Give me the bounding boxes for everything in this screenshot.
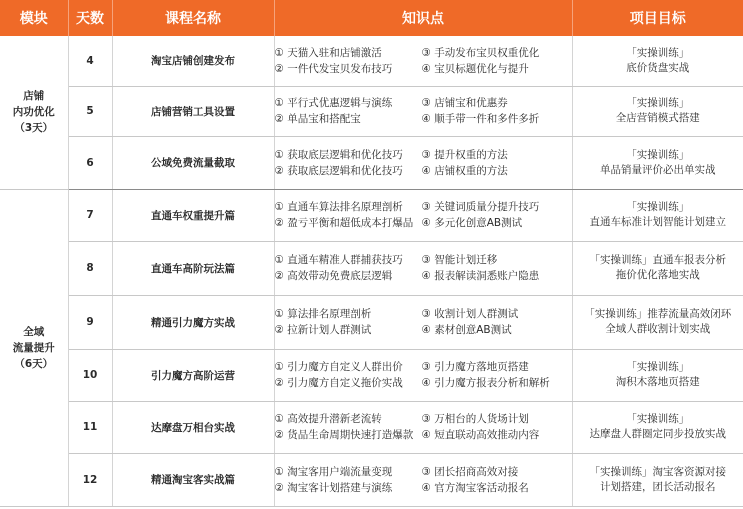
knowledge-item: ① 平行式优惠逻辑与演练 — [274, 97, 393, 109]
knowledge-item: ③ 团长招商高效对接 — [421, 465, 519, 478]
header-row — [0, 0, 743, 36]
days-cell: 9 — [68, 295, 112, 349]
days-cell: 7 — [68, 189, 112, 241]
knowledge-item: ③ 提升权重的方法 — [421, 148, 508, 161]
knowledge-item: ③ 手动发布宝贝权重优化 — [421, 46, 540, 59]
header-module: 模块 — [0, 0, 68, 36]
module-cell: 全域 流量提升 （6天） — [0, 189, 68, 506]
course-name-cell: 精通淘宝客实战篇 — [112, 453, 274, 506]
knowledge-item: ③ 引力魔方落地页搭建 — [421, 361, 529, 373]
knowledge-item: ① 引力魔方自定义人群出价 — [274, 361, 403, 373]
knowledge-item: ① 直通车精准人群捕获技巧 — [274, 254, 403, 266]
header-goal: 项目目标 — [572, 0, 743, 36]
knowledge-item: ④ 引力魔方报表分析和解析 — [421, 377, 550, 389]
table-row — [0, 349, 743, 401]
knowledge-item: ② 盈亏平衡和超低成本打爆品 — [274, 217, 414, 229]
course-name-cell: 公域免费流量截取 — [112, 136, 274, 189]
days-cell: 8 — [68, 241, 112, 295]
knowledge-item: ② 单品宝和搭配宝 — [274, 113, 361, 125]
table-row — [0, 86, 743, 136]
course-name-cell: 精通引力魔方实战 — [112, 295, 274, 349]
days-cell: 5 — [68, 86, 112, 136]
knowledge-item: ② 高效带动免费底层逻辑 — [274, 270, 393, 282]
table-row — [0, 241, 743, 295]
knowledge-item: ④ 官方淘宝客活动报名 — [421, 481, 529, 494]
knowledge-cell — [274, 453, 572, 506]
knowledge-cell — [274, 136, 572, 189]
knowledge-item: ④ 素材创意AB测试 — [421, 324, 512, 336]
knowledge-cell — [274, 36, 572, 86]
knowledge-item: ① 获取底层逻辑和优化技巧 — [274, 148, 403, 161]
table-row — [0, 189, 743, 241]
days-cell: 12 — [68, 453, 112, 506]
knowledge-item: ① 直通车算法排名原理剖析 — [274, 201, 403, 213]
knowledge-item: ③ 智能计划迁移 — [421, 254, 498, 266]
course-name-cell: 达摩盘万相台实战 — [112, 401, 274, 453]
knowledge-item: ② 一件代发宝贝发布技巧 — [274, 62, 393, 75]
knowledge-item: ② 淘宝客计划搭建与演练 — [274, 481, 393, 494]
knowledge-item: ② 货品生命周期快速打造爆款 — [274, 429, 414, 441]
goal-cell: 「实操训练」 直通车标准计划智能计划建立 — [572, 189, 743, 241]
days-cell: 11 — [68, 401, 112, 453]
goal-cell: 「实操训练」淘宝客资源对接 计划搭建，团长活动报名 — [572, 453, 743, 506]
course-name-cell: 淘宝店铺创建发布 — [112, 36, 274, 86]
table-row — [0, 295, 743, 349]
knowledge-item: ④ 报表解读洞悉账户隐患 — [421, 270, 540, 282]
course-name-cell: 引力魔方高阶运营 — [112, 349, 274, 401]
table-row — [0, 401, 743, 453]
knowledge-item: ① 天猫入驻和店铺激活 — [274, 46, 382, 59]
knowledge-cell — [274, 349, 572, 401]
knowledge-item: ① 算法排名原理剖析 — [274, 308, 372, 320]
knowledge-item: ③ 收割计划人群测试 — [421, 308, 519, 320]
days-cell: 4 — [68, 36, 112, 86]
table-row — [0, 36, 743, 86]
knowledge-item: ④ 店铺权重的方法 — [421, 164, 508, 177]
goal-cell: 「实操训练」推荐流量高效闭环 全域人群收割计划实战 — [572, 295, 743, 349]
knowledge-item: ④ 多元化创意AB测试 — [421, 217, 523, 229]
goal-cell: 「实操训练」 单品销量评价必出单实战 — [572, 136, 743, 189]
course-name-cell: 直通车权重提升篇 — [112, 189, 274, 241]
goal-cell: 「实操训练」直通车报表分析 拖价优化落地实战 — [572, 241, 743, 295]
knowledge-cell — [274, 295, 572, 349]
table-row — [0, 136, 743, 189]
module-cell: 店铺 内功优化 （3天） — [0, 36, 68, 189]
knowledge-item: ② 获取底层逻辑和优化技巧 — [274, 164, 403, 177]
goal-cell: 「实操训练」 底价货盘实战 — [572, 36, 743, 86]
knowledge-item: ① 淘宝客用户端流量变现 — [274, 465, 393, 478]
knowledge-item: ③ 店铺宝和优惠券 — [421, 97, 508, 109]
knowledge-item: ③ 关键词质量分提升技巧 — [421, 201, 540, 213]
days-cell: 6 — [68, 136, 112, 189]
course-name-cell: 店铺营销工具设置 — [112, 86, 274, 136]
days-cell: 10 — [68, 349, 112, 401]
knowledge-cell — [274, 86, 572, 136]
knowledge-item: ③ 万相台的人货场计划 — [421, 413, 529, 425]
knowledge-item: ④ 顺手带一件和多件多折 — [421, 113, 540, 125]
knowledge-cell — [274, 189, 572, 241]
course-name-cell: 直通车高阶玩法篇 — [112, 241, 274, 295]
knowledge-item: ④ 短直联动高效推动内容 — [421, 429, 540, 441]
goal-cell: 「实操训练」 全店营销模式搭建 — [572, 86, 743, 136]
header-course-name: 课程名称 — [112, 0, 274, 36]
knowledge-item: ① 高效提升潜新老流转 — [274, 413, 382, 425]
header-knowledge: 知识点 — [274, 0, 572, 36]
knowledge-cell — [274, 401, 572, 453]
knowledge-item: ② 拉新计划人群测试 — [274, 324, 372, 336]
goal-cell: 「实操训练」 淘积木落地页搭建 — [572, 349, 743, 401]
knowledge-cell — [274, 241, 572, 295]
knowledge-item: ④ 宝贝标题优化与提升 — [421, 62, 529, 75]
header-days: 天数 — [68, 0, 112, 36]
goal-cell: 「实操训练」 达摩盘人群圈定同步投放实战 — [572, 401, 743, 453]
knowledge-item: ② 引力魔方自定义拖价实战 — [274, 377, 403, 389]
table-row — [0, 453, 743, 506]
